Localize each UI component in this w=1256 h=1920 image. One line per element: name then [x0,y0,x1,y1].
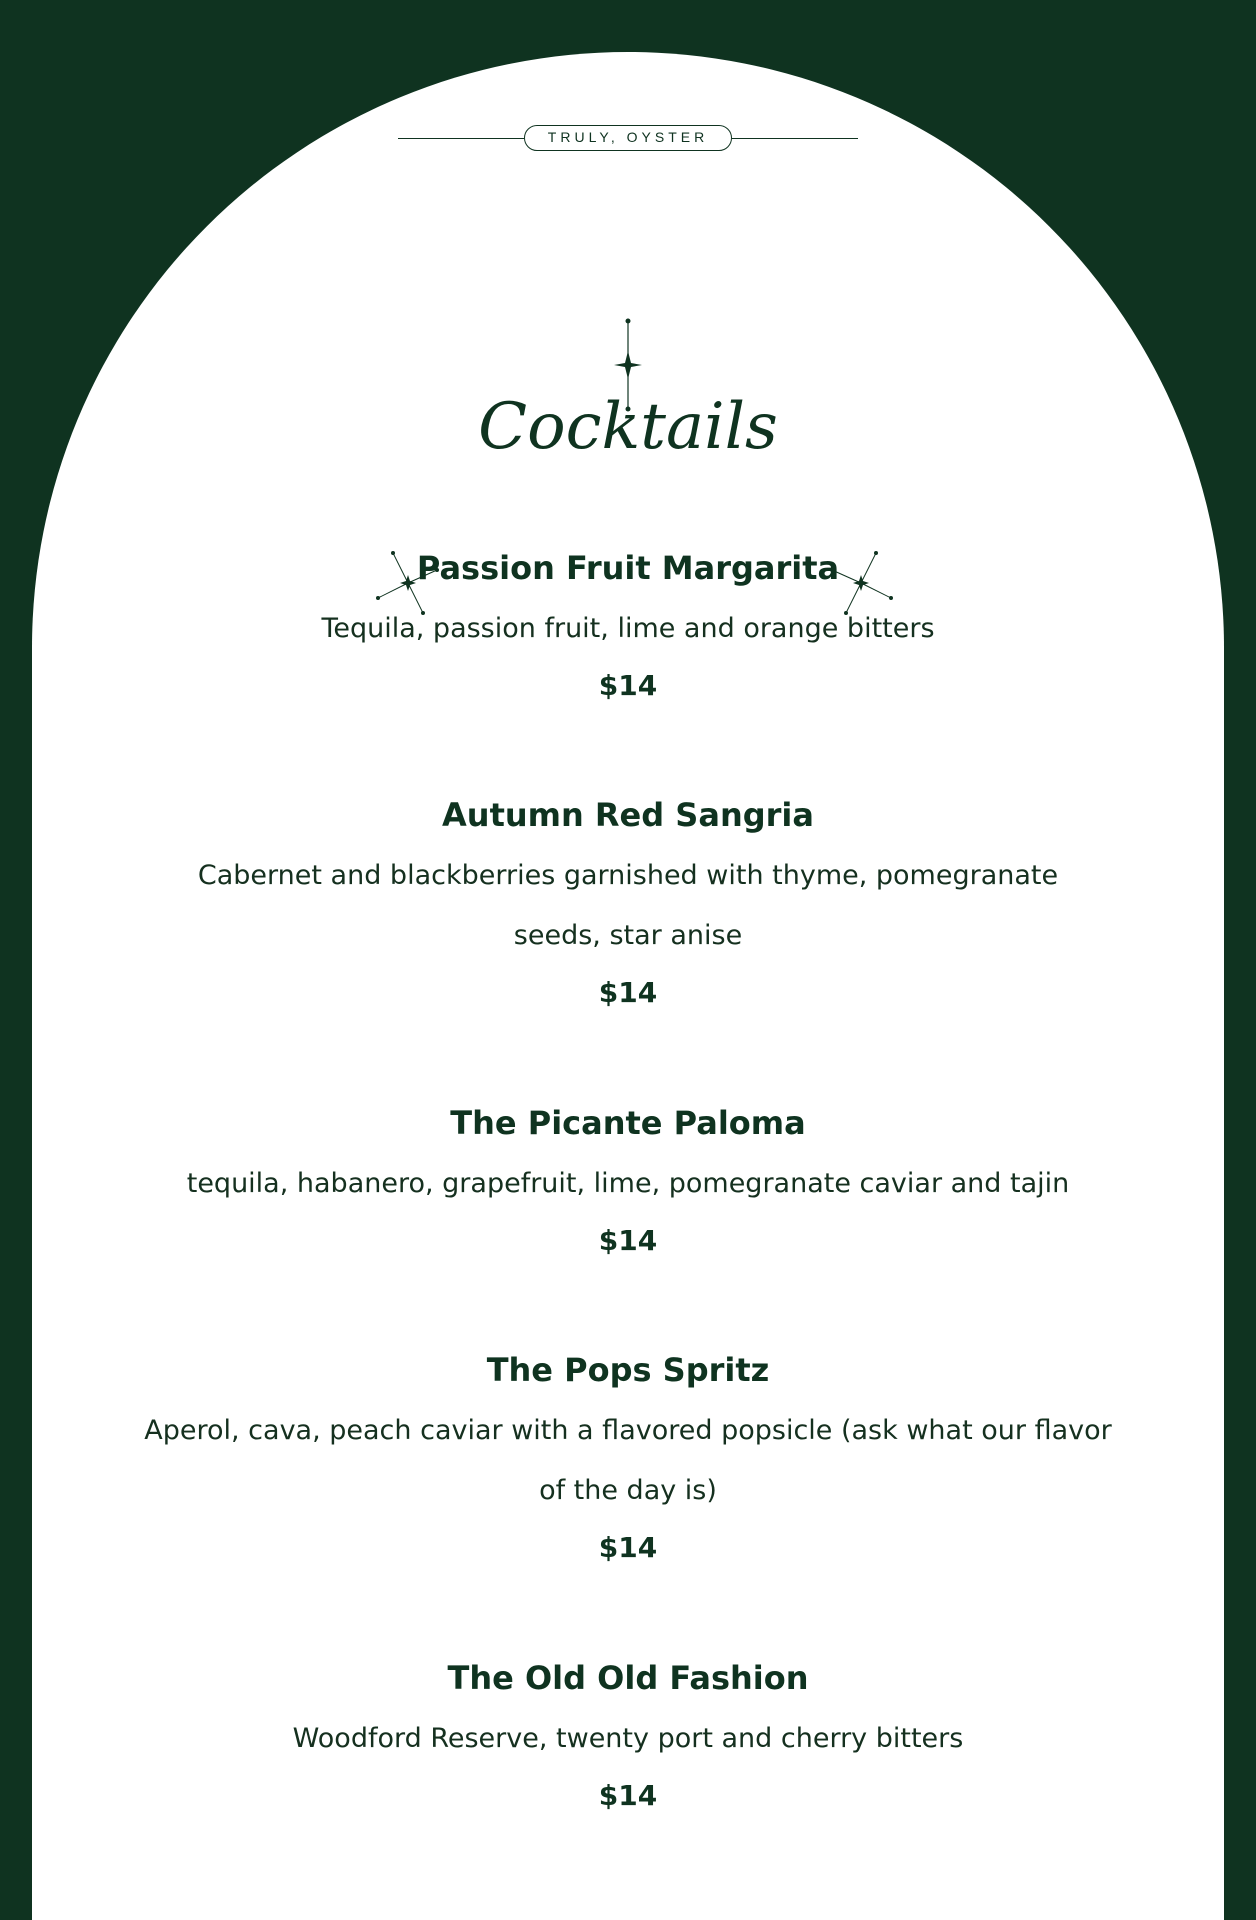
menu-item [0,549,1256,705]
item-description: Tequila, passion fruit, lime and orange bitters [321,613,935,644]
brand-divider-left [398,138,524,139]
item-name: Autumn Red Sangria [442,796,814,834]
item-name: Passion Fruit Margarita [416,549,840,587]
menu-item [0,796,1256,1012]
item-description: tequila, habanero, grapefruit, lime, pomegranate caviar and tajin [186,1168,1070,1199]
menu-item [0,1104,1256,1260]
brand-badge: TRULY, OYSTER [524,125,732,151]
item-price: $14 [598,1779,658,1812]
item-name: The Picante Paloma [450,1104,806,1142]
brand-divider-right [732,138,858,139]
item-description: Cabernet and blackberries garnished with thyme, pomegranate seeds, star anise [197,860,1059,951]
item-name: The Pops Spritz [486,1351,770,1389]
item-price: $14 [598,1531,658,1564]
menu-item [0,1659,1256,1815]
menu-item [0,1351,1256,1567]
item-price: $14 [598,1224,658,1257]
item-price: $14 [598,976,658,1009]
item-price: $14 [598,669,658,702]
page-title: Cocktails [478,390,778,464]
item-name: The Old Old Fashion [447,1659,809,1697]
item-description: Woodford Reserve, twenty port and cherry bitters [292,1723,964,1754]
item-description: Aperol, cava, peach caviar with a flavored popsicle (ask what our flavor of the day is) [144,1415,1112,1506]
